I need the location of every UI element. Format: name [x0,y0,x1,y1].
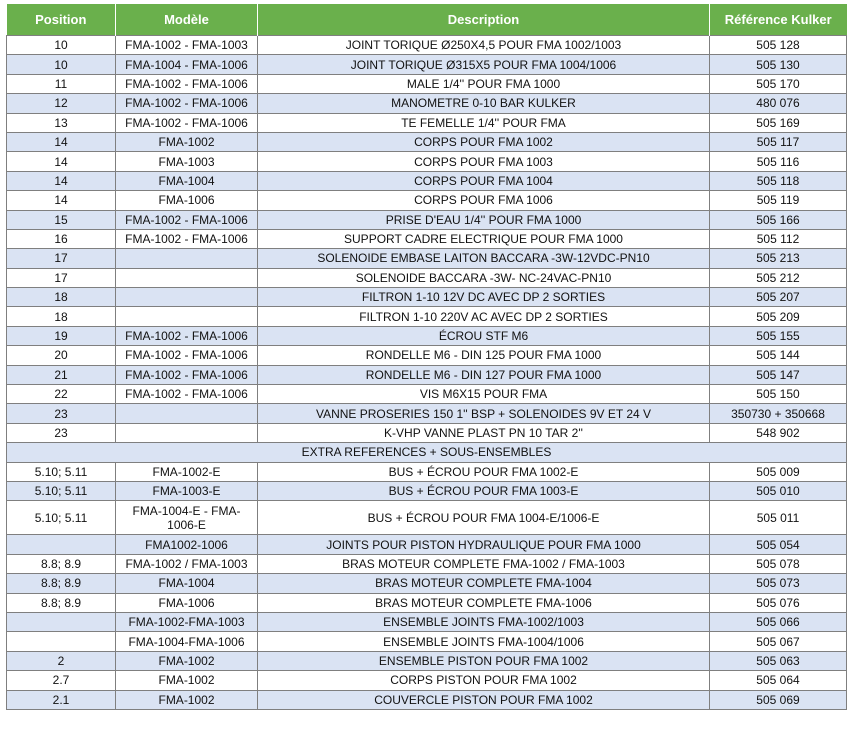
table-row [7,481,847,500]
table-row [7,36,847,55]
table-row [7,671,847,690]
cell-position: 10 [7,36,116,55]
cell-reference: 505 076 [710,593,847,612]
cell-model: FMA-1003-E [116,481,258,500]
cell-position: 8.8; 8.9 [7,574,116,593]
table-row [7,132,847,151]
cell-description: FILTRON 1-10 220V AC AVEC DP 2 SORTIES [258,307,710,326]
cell-position: 2.7 [7,671,116,690]
cell-model: FMA-1002 - FMA-1003 [116,36,258,55]
parts-table-container [6,4,846,710]
table-row [7,632,847,651]
cell-description: BRAS MOTEUR COMPLETE FMA-1006 [258,593,710,612]
table-row [7,385,847,404]
table-row [7,113,847,132]
cell-position: 20 [7,346,116,365]
cell-model: FMA-1002 - FMA-1006 [116,94,258,113]
cell-position: 5.10; 5.11 [7,481,116,500]
table-row [7,593,847,612]
cell-description: BRAS MOTEUR COMPLETE FMA-1002 / FMA-1003 [258,554,710,573]
cell-model [116,268,258,287]
cell-description: SOLENOIDE EMBASE LAITON BACCARA -3W-12VDC-PN10 [258,249,710,268]
cell-model: FMA-1002 - FMA-1006 [116,346,258,365]
cell-description: RONDELLE M6 - DIN 127 POUR FMA 1000 [258,365,710,384]
cell-model: FMA-1002 - FMA-1006 [116,113,258,132]
cell-reference: 505 066 [710,612,847,631]
cell-position [7,612,116,631]
cell-reference: 505 116 [710,152,847,171]
table-row [7,690,847,709]
cell-position: 8.8; 8.9 [7,554,116,573]
cell-description: VANNE PROSERIES 150 1'' BSP + SOLENOIDES 9V ET 24 V [258,404,710,423]
cell-description: COUVERCLE PISTON POUR FMA 1002 [258,690,710,709]
cell-model: FMA-1002 - FMA-1006 [116,74,258,93]
cell-reference: 505 073 [710,574,847,593]
cell-reference: 548 902 [710,423,847,442]
cell-description: CORPS POUR FMA 1002 [258,132,710,151]
cell-description: ENSEMBLE JOINTS FMA-1002/1003 [258,612,710,631]
cell-position: 14 [7,152,116,171]
header-position: Position [7,4,116,36]
cell-description: FILTRON 1-10 12V DC AVEC DP 2 SORTIES [258,288,710,307]
cell-position: 14 [7,132,116,151]
table-row [7,55,847,74]
cell-reference: 505 130 [710,55,847,74]
cell-description: CORPS POUR FMA 1004 [258,171,710,190]
cell-description: VIS M6X15 POUR FMA [258,385,710,404]
cell-position: 19 [7,326,116,345]
cell-position: 5.10; 5.11 [7,462,116,481]
cell-position [7,632,116,651]
table-row [7,171,847,190]
cell-position: 14 [7,191,116,210]
cell-description: BUS + ÉCROU POUR FMA 1002-E [258,462,710,481]
cell-description: BRAS MOTEUR COMPLETE FMA-1004 [258,574,710,593]
cell-position: 15 [7,210,116,229]
cell-reference: 505 078 [710,554,847,573]
cell-reference: 505 118 [710,171,847,190]
cell-description: BUS + ÉCROU POUR FMA 1004-E/1006-E [258,501,710,535]
cell-model: FMA-1002 - FMA-1006 [116,385,258,404]
cell-position: 17 [7,268,116,287]
cell-description: MANOMETRE 0-10 BAR KULKER [258,94,710,113]
cell-description: K-VHP VANNE PLAST PN 10 TAR 2'' [258,423,710,442]
table-row [7,210,847,229]
cell-description: ÉCROU STF M6 [258,326,710,345]
table-row [7,651,847,670]
cell-model: FMA-1002 - FMA-1006 [116,326,258,345]
cell-reference: 505 169 [710,113,847,132]
cell-reference: 505 011 [710,501,847,535]
cell-model: FMA-1004 - FMA-1006 [116,55,258,74]
cell-position: 8.8; 8.9 [7,593,116,612]
cell-reference: 505 213 [710,249,847,268]
cell-position: 11 [7,74,116,93]
table-row [7,574,847,593]
cell-model: FMA-1002 / FMA-1003 [116,554,258,573]
cell-position: 2.1 [7,690,116,709]
cell-position: 16 [7,229,116,248]
cell-position: 10 [7,55,116,74]
cell-model [116,288,258,307]
cell-position: 23 [7,423,116,442]
table-header [7,4,847,36]
table-row [7,501,847,535]
cell-reference: 505 209 [710,307,847,326]
cell-model: FMA-1004-FMA-1006 [116,632,258,651]
cell-model [116,423,258,442]
cell-position: 14 [7,171,116,190]
cell-model [116,404,258,423]
cell-model: FMA-1004-E - FMA-1006-E [116,501,258,535]
cell-reference: 505 212 [710,268,847,287]
cell-model: FMA-1002 [116,132,258,151]
cell-description: CORPS POUR FMA 1003 [258,152,710,171]
cell-reference: 505 147 [710,365,847,384]
cell-position: 23 [7,404,116,423]
cell-model: FMA-1002 [116,690,258,709]
cell-model: FMA-1002 - FMA-1006 [116,229,258,248]
cell-model: FMA-1002 [116,671,258,690]
cell-position: 18 [7,288,116,307]
table-body [7,36,847,710]
cell-model [116,249,258,268]
cell-reference: 350730 + 350668 [710,404,847,423]
cell-description: JOINT TORIQUE Ø315X5 POUR FMA 1004/1006 [258,55,710,74]
parts-table [6,4,847,710]
cell-description: ENSEMBLE JOINTS FMA-1004/1006 [258,632,710,651]
table-row [7,288,847,307]
header-description: Description [258,4,710,36]
cell-model: FMA-1006 [116,593,258,612]
cell-reference: 505 067 [710,632,847,651]
cell-description: SOLENOIDE BACCARA -3W- NC-24VAC-PN10 [258,268,710,287]
cell-position: 22 [7,385,116,404]
table-row [7,404,847,423]
cell-reference: 505 054 [710,535,847,554]
cell-reference: 505 150 [710,385,847,404]
cell-model: FMA1002-1006 [116,535,258,554]
cell-model: FMA-1002 [116,651,258,670]
table-row [7,462,847,481]
cell-model: FMA-1002-E [116,462,258,481]
cell-model [116,307,258,326]
table-row [7,307,847,326]
cell-description: CORPS POUR FMA 1006 [258,191,710,210]
cell-description: JOINTS POUR PISTON HYDRAULIQUE POUR FMA 1000 [258,535,710,554]
table-row [7,612,847,631]
header-reference: Référence Kulker [710,4,847,36]
table-row [7,191,847,210]
cell-model: FMA-1003 [116,152,258,171]
cell-reference: 505 128 [710,36,847,55]
table-row [7,535,847,554]
cell-model: FMA-1006 [116,191,258,210]
cell-reference: 505 207 [710,288,847,307]
cell-position: 12 [7,94,116,113]
cell-description: RONDELLE M6 - DIN 125 POUR FMA 1000 [258,346,710,365]
cell-position [7,535,116,554]
table-row [7,94,847,113]
table-row [7,346,847,365]
cell-description: SUPPORT CADRE ELECTRIQUE POUR FMA 1000 [258,229,710,248]
cell-reference: 505 063 [710,651,847,670]
cell-description: CORPS PISTON POUR FMA 1002 [258,671,710,690]
header-model: Modèle [116,4,258,36]
table-row [7,152,847,171]
cell-reference: 505 069 [710,690,847,709]
cell-reference: 505 009 [710,462,847,481]
cell-model: FMA-1004 [116,171,258,190]
table-row [7,423,847,442]
cell-position: 5.10; 5.11 [7,501,116,535]
table-row [7,554,847,573]
cell-position: 17 [7,249,116,268]
cell-reference: 505 166 [710,210,847,229]
cell-model: FMA-1004 [116,574,258,593]
cell-reference: 505 064 [710,671,847,690]
section-row [7,443,847,462]
table-row [7,326,847,345]
section-label: EXTRA REFERENCES + SOUS-ENSEMBLES [7,443,847,462]
cell-model: FMA-1002 - FMA-1006 [116,210,258,229]
cell-reference: 505 112 [710,229,847,248]
table-row [7,74,847,93]
cell-reference: 505 144 [710,346,847,365]
cell-description: MALE 1/4'' POUR FMA 1000 [258,74,710,93]
cell-description: TE FEMELLE 1/4'' POUR FMA [258,113,710,132]
cell-position: 2 [7,651,116,670]
cell-description: JOINT TORIQUE Ø250X4,5 POUR FMA 1002/1003 [258,36,710,55]
cell-position: 13 [7,113,116,132]
header-row [7,4,847,36]
cell-reference: 505 117 [710,132,847,151]
cell-reference: 505 155 [710,326,847,345]
cell-description: PRISE D'EAU 1/4'' POUR FMA 1000 [258,210,710,229]
cell-reference: 505 119 [710,191,847,210]
cell-description: BUS + ÉCROU POUR FMA 1003-E [258,481,710,500]
cell-reference: 505 170 [710,74,847,93]
table-row [7,229,847,248]
cell-position: 21 [7,365,116,384]
table-row [7,249,847,268]
cell-model: FMA-1002-FMA-1003 [116,612,258,631]
cell-position: 18 [7,307,116,326]
cell-reference: 480 076 [710,94,847,113]
cell-reference: 505 010 [710,481,847,500]
cell-description: ENSEMBLE PISTON POUR FMA 1002 [258,651,710,670]
cell-model: FMA-1002 - FMA-1006 [116,365,258,384]
table-row [7,365,847,384]
table-row [7,268,847,287]
